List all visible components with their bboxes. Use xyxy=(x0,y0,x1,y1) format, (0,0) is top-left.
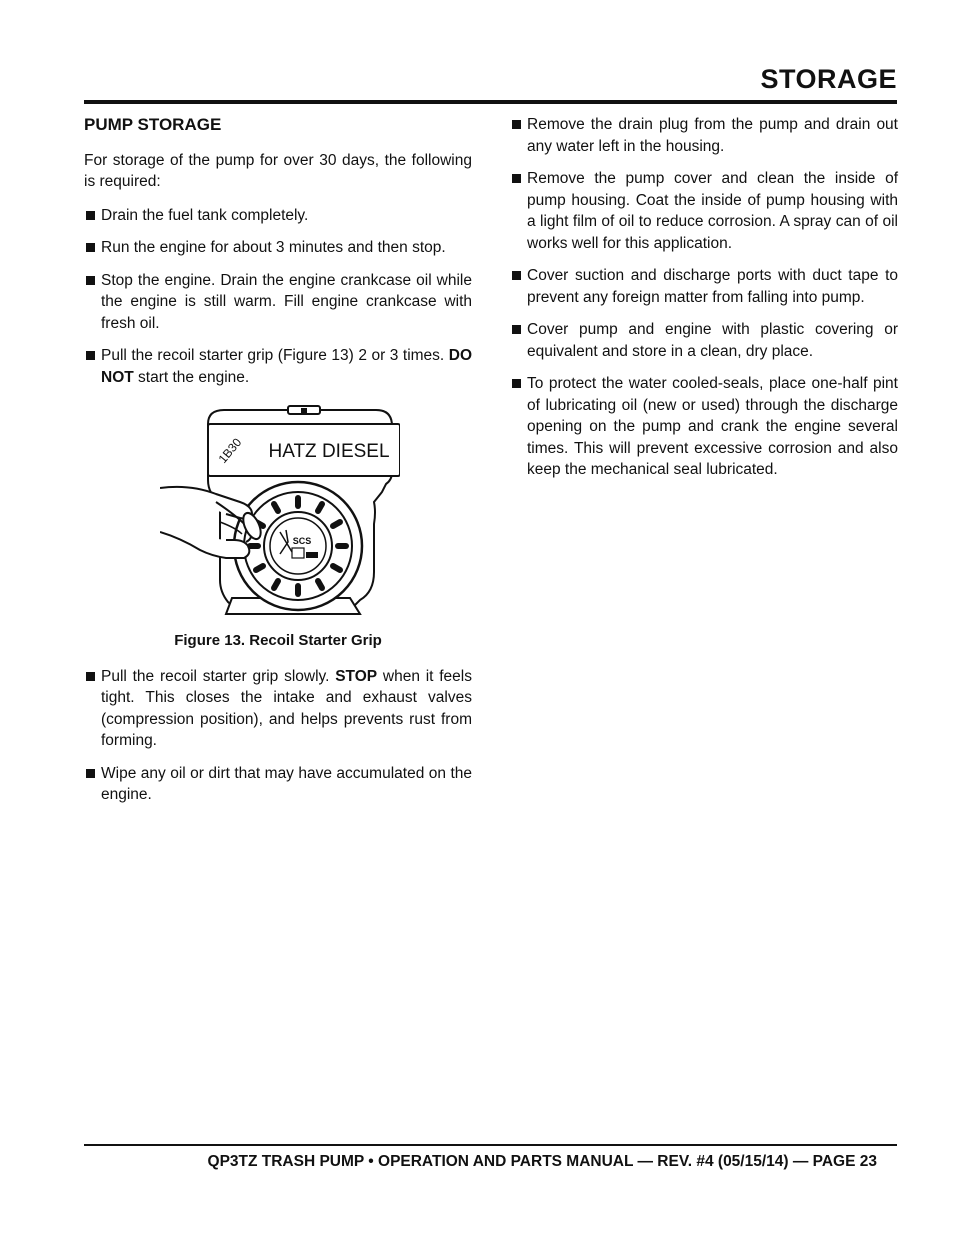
bullet-item xyxy=(84,205,472,227)
bullet-item xyxy=(510,373,898,481)
square-bullet-icon xyxy=(512,325,521,334)
bullet-item xyxy=(84,345,472,388)
intro-paragraph: For storage of the pump for over 30 days, the following is required: xyxy=(84,151,472,190)
bullet-emphasis: STOP xyxy=(335,667,378,685)
bullet-item xyxy=(510,319,898,362)
bullet-item xyxy=(84,237,472,259)
square-bullet-icon xyxy=(86,672,95,681)
square-bullet-icon xyxy=(512,271,521,280)
header-rule xyxy=(84,100,897,104)
square-bullet-icon xyxy=(512,379,521,388)
bullet-item xyxy=(84,666,472,752)
engine-illustration xyxy=(160,402,400,624)
bullet-item xyxy=(84,270,472,335)
square-bullet-icon xyxy=(512,174,521,183)
bullet-item xyxy=(84,763,472,806)
bullet-text: Remove the pump cover and clean the inside of pump housing. Coat the inside of pump housing with a light film of oil to reduce corrosion. A spray can of oil works well for this application. xyxy=(527,170,898,252)
figure-caption: Figure 13. Recoil Starter Grip xyxy=(174,632,382,649)
square-bullet-icon xyxy=(86,351,95,360)
bullet-text: Run the engine for about 3 minutes and then stop. xyxy=(101,239,446,256)
bullet-text: Cover suction and discharge ports with duct tape to prevent any foreign matter from falling into pump. xyxy=(527,267,898,306)
square-bullet-icon xyxy=(86,211,95,220)
bullet-text-after: when it feels tight. This closes the intake and exhaust valves (compression position), and helps prevents rust from forming. xyxy=(101,667,472,749)
right-column xyxy=(510,114,898,492)
bullet-text: Remove the drain plug from the pump and drain out any water left in the housing. xyxy=(527,116,898,155)
footer-rule xyxy=(84,1144,897,1146)
section-heading: PUMP STORAGE xyxy=(84,115,222,134)
bullet-text: Wipe any oil or dirt that may have accumulated on the engine. xyxy=(101,764,472,803)
square-bullet-icon xyxy=(512,120,521,129)
page-title: STORAGE xyxy=(760,64,897,94)
bullet-text: Pull the recoil starter grip (Figure 13) 2 or 3 times. xyxy=(101,347,449,364)
square-bullet-icon xyxy=(86,243,95,252)
bullet-text: Stop the engine. Drain the engine crankcase oil while the engine is still warm. Fill engine crankcase with fresh oil. xyxy=(101,271,472,332)
square-bullet-icon xyxy=(86,769,95,778)
engine-model-label: 1B30 xyxy=(215,435,245,466)
engine-brand-label: HATZ DIESEL xyxy=(268,441,390,462)
bullet-emphasis: DO NOT xyxy=(101,347,472,386)
figure-recoil-starter xyxy=(84,402,472,624)
bullet-item xyxy=(510,114,898,157)
bullet-text: Pull the recoil starter grip slowly. xyxy=(101,667,336,685)
bullet-text: Drain the fuel tank completely. xyxy=(101,206,309,224)
left-column xyxy=(84,114,472,817)
bullet-text: Cover pump and engine with plastic covering or equivalent and store in a clean, dry place. xyxy=(527,321,898,360)
bullet-text-after: start the engine. xyxy=(133,368,250,386)
page-footer: QP3TZ TRASH PUMP • OPERATION AND PARTS MANUAL — REV. #4 (05/15/14) — PAGE 23 xyxy=(207,1153,877,1170)
bullet-text: To protect the water cooled-seals, place one-half pint of lubricating oil (new or used) through the discharge opening on the pump and crank the engine several times. This will prevent excessive corrosion and also keep the mechanical seal lubricated. xyxy=(527,375,898,478)
logo-text: SCS xyxy=(292,536,312,546)
square-bullet-icon xyxy=(86,276,95,285)
bullet-item xyxy=(510,265,898,308)
bullet-item xyxy=(510,168,898,254)
